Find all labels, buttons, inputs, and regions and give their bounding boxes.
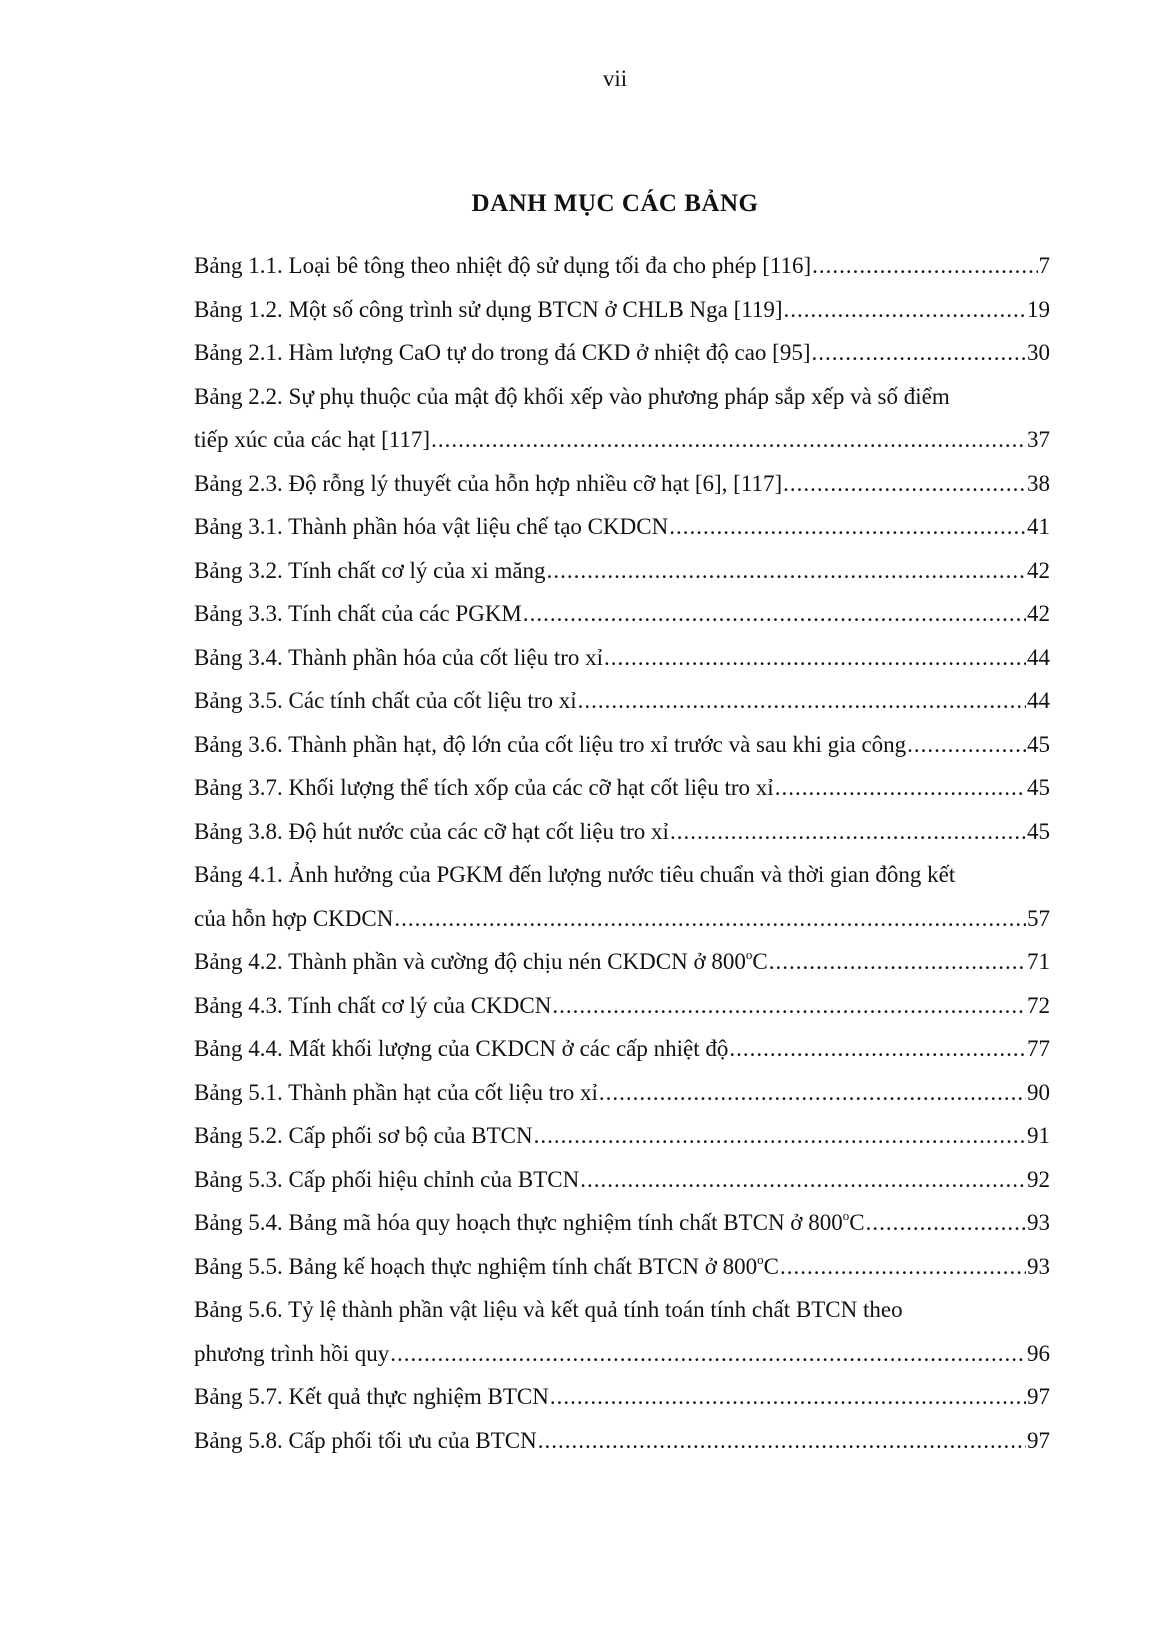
toc-entry[interactable]: [194, 462, 1050, 506]
toc-entry-page: 7: [1038, 253, 1050, 278]
toc-entry[interactable]: [194, 1288, 1050, 1375]
degree-superscript: o: [842, 1208, 850, 1223]
toc-entry-title: phương trình hồi quy: [194, 1340, 390, 1366]
toc-entry-title: Bảng 3.5. Các tính chất của cốt liệu tro xỉ: [194, 688, 577, 713]
toc-entry-page: 45: [1027, 775, 1050, 800]
dot-leader: [599, 1071, 1026, 1115]
toc-entry-title: Bảng 1.1. Loại bê tông theo nhiệt độ sử dụng tối đa cho phép [116]: [194, 253, 812, 278]
dot-leader: [784, 288, 1026, 332]
page-number: vii: [602, 66, 628, 91]
toc-entry-page: 44: [1027, 688, 1050, 713]
toc-entry-page: 38: [1027, 470, 1050, 496]
toc-entry-line: Bảng 5.6. Tỷ lệ thành phần vật liệu và kết quả tính toán tính chất BTCN theo: [194, 1297, 903, 1322]
toc-entry-page: 97: [1027, 1384, 1050, 1409]
toc-entry-title: Bảng 5.8. Cấp phối tối ưu của BTCN: [194, 1427, 537, 1453]
toc-entry-page: 57: [1027, 905, 1050, 931]
toc-entry[interactable]: [194, 984, 1050, 1028]
toc-entry-page: 97: [1027, 1427, 1050, 1453]
toc-entry-page: 42: [1027, 557, 1050, 583]
toc-entry[interactable]: [194, 505, 1050, 549]
toc-entry-title: Bảng 5.7. Kết quả thực nghiệm BTCN: [194, 1384, 549, 1409]
toc-entry-title: Bảng 5.2. Cấp phối sơ bộ của BTCN: [194, 1123, 533, 1148]
toc-entry[interactable]: [194, 636, 1050, 680]
toc-entry-title: Bảng 1.2. Một số công trình sử dụng BTCN ở CHLB Nga [119]: [194, 296, 783, 322]
dot-leader: [431, 418, 1026, 462]
toc-entry-line: Bảng 2.2. Sự phụ thuộc của mật độ khối xếp vào phương pháp sắp xếp và số điểm: [194, 383, 950, 409]
dot-leader: [534, 1114, 1026, 1158]
dot-leader: [550, 1375, 1026, 1419]
dot-leader: [769, 940, 1026, 984]
toc-entry-page: 45: [1027, 731, 1050, 757]
dot-leader: [729, 1027, 1026, 1071]
dot-leader: [670, 810, 1026, 854]
dot-leader: [394, 897, 1026, 941]
dot-leader: [578, 679, 1026, 723]
toc-entry-title: Bảng 4.3. Tính chất cơ lý của CKDCN: [194, 992, 552, 1018]
toc-entry-line: Bảng 4.1. Ảnh hưởng của PGKM đến lượng nước tiêu chuẩn và thời gian đông kết: [194, 862, 956, 887]
toc-entry-page: 44: [1027, 644, 1050, 670]
dot-leader: [523, 592, 1026, 636]
dot-leader: [390, 1332, 1026, 1376]
toc-entry[interactable]: [194, 331, 1050, 375]
dot-leader: [866, 1201, 1026, 1245]
dot-leader: [580, 1158, 1026, 1202]
toc-entry-title: của hỗn hợp CKDCN: [194, 905, 394, 931]
toc-entry[interactable]: [194, 288, 1050, 332]
toc-entry-page: 90: [1027, 1079, 1050, 1105]
toc-entry[interactable]: [194, 1375, 1050, 1419]
dot-leader: [538, 1419, 1026, 1463]
dot-leader: [775, 766, 1026, 810]
toc-entry-page: 45: [1027, 818, 1050, 844]
dot-leader: [780, 1245, 1026, 1289]
toc-entry[interactable]: [194, 940, 1050, 984]
toc-entry[interactable]: [194, 853, 1050, 940]
toc-entry-title: Bảng 5.5. Bảng kế hoạch thực nghiệm tính chất BTCN ở 800$^o$C: [194, 1251, 779, 1279]
toc-entry[interactable]: [194, 766, 1050, 810]
toc-entry[interactable]: [194, 375, 1050, 462]
toc-entry-page: 72: [1027, 992, 1050, 1018]
toc-entry[interactable]: [194, 1245, 1050, 1289]
dot-leader: [783, 462, 1026, 506]
toc-entry[interactable]: [194, 679, 1050, 723]
toc-entry-page: 77: [1027, 1036, 1050, 1061]
toc-entry-page: 41: [1027, 514, 1050, 539]
dot-leader: [812, 331, 1027, 375]
page-title: DANH MỤC CÁC BẢNG: [471, 190, 759, 217]
toc-entry-title: Bảng 3.1. Thành phần hóa vật liệu chế tạo CKDCN: [194, 514, 669, 539]
toc-entry[interactable]: [194, 1201, 1050, 1245]
toc-entry-page: 93: [1027, 1253, 1050, 1279]
toc-entry-title: Bảng 3.8. Độ hút nước của các cỡ hạt cốt liệu tro xỉ: [194, 818, 669, 844]
toc-entry-page: 92: [1027, 1166, 1050, 1192]
toc-entry-title: Bảng 3.6. Thành phần hạt, độ lớn của cốt liệu tro xỉ trước và sau khi gia công: [194, 731, 907, 757]
dot-leader: [547, 549, 1026, 593]
toc-entry-title: tiếp xúc của các hạt [117]: [194, 427, 431, 452]
toc-entry-title: Bảng 5.4. Bảng mã hóa quy hoạch thực nghiệm tính chất BTCN ở 800$^o$C: [194, 1208, 865, 1235]
toc-entry-title: Bảng 3.7. Khối lượng thể tích xốp của các cỡ hạt cốt liệu tro xỉ: [194, 775, 774, 800]
toc-entry[interactable]: [194, 810, 1050, 854]
toc-entry[interactable]: [194, 1158, 1050, 1202]
toc-entry-page: 37: [1027, 427, 1050, 452]
toc-entry-title: Bảng 4.2. Thành phần và cường độ chịu nén CKDCN ở 800$^o$C: [194, 947, 768, 974]
toc-entry[interactable]: [194, 592, 1050, 636]
toc-entry[interactable]: [194, 1419, 1050, 1463]
toc-entry-title: Bảng 3.4. Thành phần hóa của cốt liệu tro xỉ: [194, 644, 604, 670]
toc-entry-page: 19: [1027, 296, 1050, 322]
toc-entry[interactable]: [194, 1027, 1050, 1071]
toc-entry-page: 30: [1027, 340, 1050, 365]
toc-entry-page: 71: [1027, 949, 1050, 974]
table-of-tables: [194, 244, 1050, 1462]
dot-leader: [812, 244, 1037, 288]
toc-entry-title: Bảng 5.1. Thành phần hạt của cốt liệu tro xỉ: [194, 1079, 598, 1105]
dot-leader: [907, 723, 1026, 767]
toc-entry-title: Bảng 2.3. Độ rỗng lý thuyết của hỗn hợp nhiều cỡ hạt [6], [117]: [194, 470, 783, 496]
dot-leader: [669, 505, 1026, 549]
dot-leader: [604, 636, 1026, 680]
toc-entry-page: 96: [1027, 1340, 1050, 1366]
dot-leader: [552, 984, 1026, 1028]
toc-entry-page: 91: [1027, 1123, 1050, 1148]
toc-entry-title: Bảng 5.3. Cấp phối hiệu chỉnh của BTCN: [194, 1166, 580, 1192]
toc-entry[interactable]: [194, 723, 1050, 767]
toc-entry[interactable]: [194, 244, 1050, 288]
toc-entry-title: Bảng 3.3. Tính chất của các PGKM: [194, 601, 522, 626]
toc-entry-title: Bảng 4.4. Mất khối lượng của CKDCN ở các cấp nhiệt độ: [194, 1036, 729, 1061]
toc-entry-page: 93: [1027, 1210, 1050, 1235]
toc-entry[interactable]: [194, 549, 1050, 593]
toc-entry[interactable]: [194, 1114, 1050, 1158]
degree-superscript: o: [757, 1251, 764, 1267]
toc-entry-page: 42: [1027, 601, 1050, 626]
toc-entry-title: Bảng 3.2. Tính chất cơ lý của xi măng: [194, 557, 546, 583]
toc-entry-title: Bảng 2.1. Hàm lượng CaO tự do trong đá CKD ở nhiệt độ cao [95]: [194, 340, 811, 365]
degree-superscript: o: [745, 947, 753, 962]
toc-entry[interactable]: [194, 1071, 1050, 1115]
